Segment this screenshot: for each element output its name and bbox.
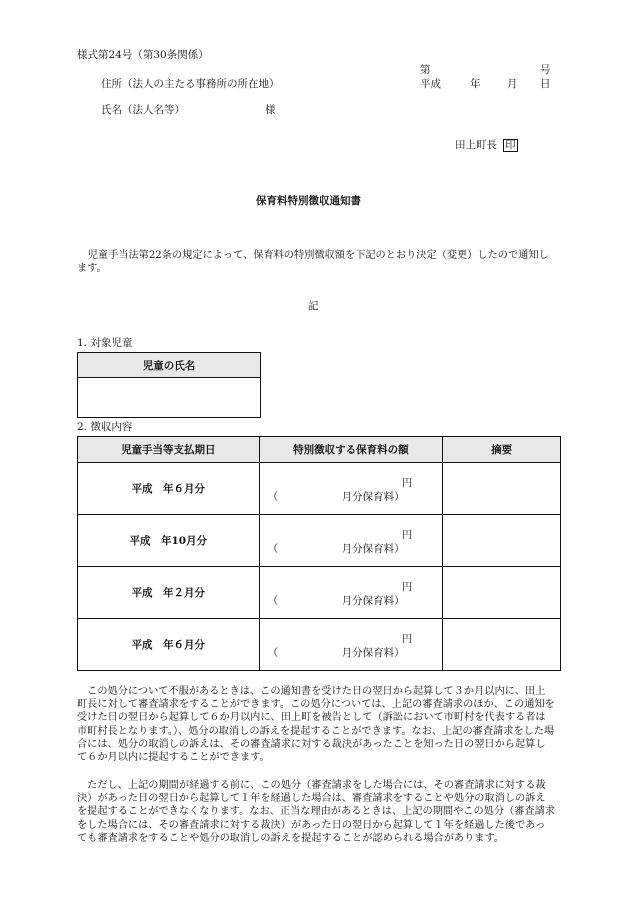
month-fee-label: 月分保育料） bbox=[341, 647, 405, 659]
header-payment-date: 児童手当等支払期日 bbox=[78, 437, 260, 463]
table-row bbox=[78, 567, 561, 619]
month-fee-label: 月分保育料） bbox=[341, 543, 405, 555]
child-name-header: 児童の氏名 bbox=[78, 353, 261, 378]
month-fee-label: 月分保育料） bbox=[341, 595, 405, 607]
doc-number-dai: 第 bbox=[420, 64, 431, 76]
paren-open: （ bbox=[267, 543, 279, 555]
table-row bbox=[78, 515, 561, 567]
honorific-sama: 様 bbox=[265, 104, 276, 116]
issuer-line bbox=[455, 139, 518, 152]
paren-open: （ bbox=[267, 595, 279, 607]
header-fee-amount: 特別徴収する保育料の額 bbox=[259, 437, 443, 463]
fee-amount-cell[interactable] bbox=[259, 515, 443, 567]
remarks-cell[interactable] bbox=[443, 567, 561, 619]
payment-date: 平成 年10月分 bbox=[78, 515, 260, 567]
ki-heading: 記 bbox=[308, 300, 319, 312]
document-title: 保育料特別徴収通知書 bbox=[256, 195, 361, 207]
payment-date: 平成 年６月分 bbox=[78, 463, 260, 515]
remarks-cell[interactable] bbox=[443, 515, 561, 567]
date-year: 年 bbox=[470, 78, 481, 90]
remarks-cell[interactable] bbox=[443, 619, 561, 671]
child-table bbox=[77, 352, 261, 418]
collection-table bbox=[77, 436, 561, 671]
yen-label: 円 bbox=[401, 529, 413, 541]
name-label: 氏名（法人名等） bbox=[101, 104, 185, 116]
header-remarks: 摘要 bbox=[443, 437, 561, 463]
child-name-cell[interactable] bbox=[78, 378, 261, 418]
remarks-cell[interactable] bbox=[443, 463, 561, 515]
month-fee-label: 月分保育料） bbox=[341, 491, 405, 503]
date-month: 月 bbox=[507, 78, 518, 90]
fee-amount-cell[interactable] bbox=[259, 463, 443, 515]
seal-stamp: 印 bbox=[505, 139, 516, 151]
table-row bbox=[78, 463, 561, 515]
table-row bbox=[78, 619, 561, 671]
doc-number-go: 号 bbox=[540, 64, 551, 76]
fee-amount-cell[interactable] bbox=[259, 619, 443, 671]
payment-date: 平成 年２月分 bbox=[78, 567, 260, 619]
fee-amount-cell[interactable] bbox=[259, 567, 443, 619]
intro-paragraph: 児童手当法第22条の規定によって、保育料の特別徴収額を下記のとおり決定（変更）したので通知します。 bbox=[77, 250, 549, 275]
appeal-notice-paragraph: この処分について不服があるときは、この通知書を受けた日の翌日から起算して３か月以内に、田上町長に対して審査請求をすることができます。この処分については、上記の審査請求のほか、この通知を受けた日の翌日から起算して６か月以内に、田上町を被告として（訴訟において市町村を代表する者は市町村長となります。）、処分の取消しの訴えを提起することができます。なお、上記の審査請求をした場合には、処分の取消しの訴えは、その審査請求に対する裁決があったことを知った日の翌日から起算して６か月以内に提起することができます。 bbox=[77, 686, 555, 764]
issuer-name: 田上町長 bbox=[455, 139, 497, 151]
paren-open: （ bbox=[267, 647, 279, 659]
yen-label: 円 bbox=[401, 477, 413, 489]
paren-open: （ bbox=[267, 491, 279, 503]
address-label: 住所（法人の主たる事務所の所在地） bbox=[101, 78, 280, 90]
appeal-deadline-paragraph: ただし、上記の期間が経過する前に、この処分（審査請求をした場合には、その審査請求に対する裁決）があった日の翌日から起算して１年を経過した場合は、審査請求をすることや処分の取消しの訴えを提起することができなくなります。なお、正当な理由があるときは、上記の期間やこの処分（審査請求をした場合には、その審査請求に対する裁決）があった日の翌日から起算して１年を経過した後であっても審査請求をすることや処分の取消しの訴えを提起することが認められる場合があります。 bbox=[77, 780, 555, 844]
payment-date: 平成 年６月分 bbox=[78, 619, 260, 671]
yen-label: 円 bbox=[401, 633, 413, 645]
date-era: 平成 bbox=[420, 78, 441, 90]
form-number: 様式第24号（第30条関係） bbox=[77, 49, 209, 61]
date-day: 日 bbox=[540, 78, 551, 90]
yen-label: 円 bbox=[401, 581, 413, 593]
section1-label: 1. 対象児童 bbox=[77, 337, 133, 349]
section2-label: 2. 徴収内容 bbox=[77, 421, 133, 433]
